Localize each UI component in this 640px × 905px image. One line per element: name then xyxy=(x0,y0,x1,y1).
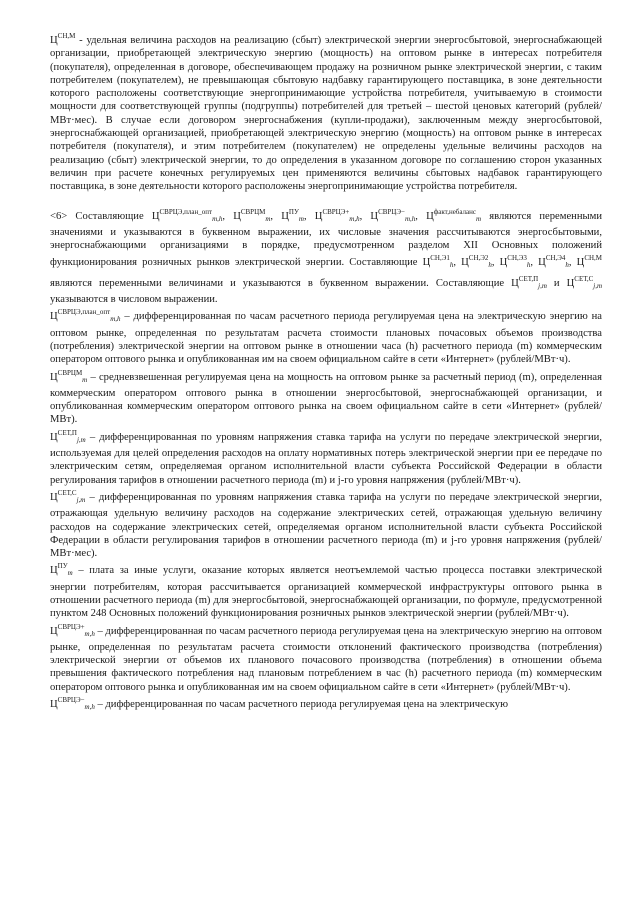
definition-text: – дифференцированная по уровням напряжения ставка тарифа на услуги по передаче электрической энергии, отражающая удельную величину расходов на содержание электрических сетей, отражающая удельную величину расходов на содержание электрических сетей, определяемая органом исполнительной власти субъекта Российской Федерации в области регулирования тарифов в отношении расчетного периода (m) и j-го уровня напряжения (рублей/МВт·мес). xyxy=(50,491,602,560)
formula-symbol: $Ц^{СВРЦЭ-}_{m,h}$ xyxy=(50,696,95,712)
formula-symbol: $Ц^{ПУ}_m$ xyxy=(50,562,73,578)
formula-symbol: $Ц^{СВРЦМ}_m$ xyxy=(233,207,271,223)
footnote-text-2: являются переменными величинами и указываются в буквенном выражении. Составляющие xyxy=(50,277,512,289)
formula-symbol: $Ц^{СН,Э3}_h$ xyxy=(499,254,531,270)
formula-symbol: $Ц^{СЕТ,С}_{j,m}$ xyxy=(566,274,602,290)
document-page xyxy=(50,30,602,714)
footnote-text-1: являются переменными значениями и указываются в буквенном выражении, их числовые значения рассчитываются энергосбытовыми, энергоснабжающими организациями в порядке, предусмотренном разделом XII Основных положений функционирования розничных рынков электрической энергии. Составляющие xyxy=(50,210,602,269)
definition-item xyxy=(50,306,602,366)
footnote-and: и xyxy=(546,277,567,289)
formula-symbol: $Ц^{СВРЦЭ,план\_опт}_{m,h}$ xyxy=(50,308,121,324)
formula-symbol: $Ц^{СВРЦЭ-}_{m,h}$ xyxy=(370,207,416,223)
formula-symbol: $Ц^{СН,М}$ xyxy=(576,254,603,269)
formula-symbol: $Ц^{ПУ}_m$ xyxy=(281,207,304,223)
definition-item xyxy=(50,694,602,714)
formula-symbol: $Ц^{СН,Э4}_h$ xyxy=(538,254,569,270)
formula-symbol: $Ц^{факт,небаланс}_m$ xyxy=(426,207,482,223)
footnote-lead: <6> Составляющие xyxy=(50,210,152,222)
formula-symbol: $Ц^{СВРЦМ}_m$ xyxy=(50,368,88,384)
definitions-list xyxy=(50,306,602,714)
formula-symbol: $Ц^{СЕТ,П}_{j,m}$ xyxy=(511,274,547,290)
formula-symbol: $Ц^{СВРЦЭ,план\_опт}_{m,h}$ xyxy=(151,207,223,223)
definition-item xyxy=(50,427,602,487)
paragraph-sales-expenses-text: - удельная величина расходов на реализацию (сбыт) электрической энергии энергосбытовой, энергоснабжающей организации, приобретающей электрическую энергию (мощность) на оптовом рынке в интересах потребителя (покупателя), определенная в договоре, обеспечивающем продажу на розничном рынке электрической энергии, с таким потребителем (покупателем), не превышающая сбытовую надбавку гарантирующего поставщика, в зоне деятельности которого расположены соответствующие энергопринимающие устройства потребителя, учитываемую в стоимости мощности для соответствующей группы (подгруппы) потребителей для третьей – шестой ценовых категорий (рублей/МВт·мес). В случае если договором энергоснабжения (купли-продажи), заключенным между энергосбытовой, энергоснабжающей организацией, приобретающей электрическую энергию (мощность) на оптовом рынке в интересах потребителя (покупателя), и этим потребителем (покупателем) не определены удельные величины расходов на реализацию (сбыт) электрической энергии, то до определения в указанном договоре по соглашению сторон указанных величин при расчете конечных регулируемых цен применяются величины сбытовых надбавок гарантирующего поставщика, в зоне деятельности которого расположены энергопринимающие устройства потребителя. xyxy=(50,35,602,193)
definition-text: – дифференцированная по часам расчетного периода регулируемая цена на электрическую xyxy=(94,699,509,711)
definition-text: – дифференцированная по часам расчетного периода регулируемая цена на электрическую энергию на оптовом рынке, определенная по результатам расчета стоимости плановых почасовых объемов производства (потребления) электрической энергии на оптовом рынке в отношении часа (h) расчетного периода (m) коммерческим оператором оптового рынка и опубликованная им на своем официальном сайте в сети «Интернет» (рублей/МВт·ч). xyxy=(50,311,602,366)
definition-item xyxy=(50,560,602,620)
footnote-text-3: указываются в числовом выражении. xyxy=(50,294,218,306)
formula-symbol: $Ц^{СН,Э2}_h$ xyxy=(461,254,492,270)
footnote-6: <6> Составляющие $Ц^{СВРЦЭ,план\_опт}_{m,h}$, $Ц^{СВРЦМ}_m$, $Ц^{ПУ}_m$, $Ц^{СВРЦЭ+}_{m,h}$, $Ц^{СВРЦЭ-}_{m,h}$, $Ц^{факт,небаланс}_m$ являются переменными значениями и указываются в буквенном выражении, их числовые значения рассчитываются энергосбытовыми, энергоснабжающими организациями в порядке, предусмотренном разделом XII Основных положений функционирования розничных рынков электрической энергии. Составляющие $Ц^{СН,Э1}_h$, $Ц^{СН,Э2}_h$, $Ц^{СН,Э3}_h$, $Ц^{СН,Э4}_h$, $Ц^{СН,М}$ являются переменными величинами и указываются в буквенном выражении. Составляющие $Ц^{СЕТ,П}_{j,m}$ и $Ц^{СЕТ,С}_{j,m}$ указываются в числовом выражении. xyxy=(50,207,603,306)
definition-item xyxy=(50,621,602,694)
definition-text: – плата за иные услуги, оказание которых является неотъемлемой частью процесса поставки электрической энергии потребителям, которая рассчитывается организацией коммерческой инфраструктуры оптового рынка в отношении расчетного периода (m) для энергосбытовой, энергоснабжающей организации, по формуле, предусмотренной пунктом 248 Основных положений функционирования розничных рынков электрической энергии (рублей/МВт·ч). xyxy=(50,565,602,620)
formula-symbol: $Ц^{СВРЦЭ+}_{m,h}$ xyxy=(50,622,95,638)
definition-text: – дифференцированная по уровням напряжения ставка тарифа на услуги по передаче электрической энергии, используемая для целей определения расходов на оплату нормативных потерь электрической энергии при ее передаче по электрическим сетям, определяемая органом исполнительной власти субъекта Российской Федерации в области регулирования тарифов в отношении расчетного периода (m) и j-го уровня напряжения (рублей/МВт·ч). xyxy=(50,431,602,486)
definition-item xyxy=(50,367,602,427)
formula-symbol: $Ц^{СН,М}$ xyxy=(50,32,76,46)
formula-symbol: $Ц^{СЕТ,П}_{j,m}$ xyxy=(50,428,86,444)
paragraph-sales-expenses xyxy=(50,30,602,194)
definition-text: – средневзвешенная регулируемая цена на мощность на оптовом рынке за расчетный период (m), определенная коммерческим оператором оптового рынка в отношении энергосбытовой, энергоснабжающей организации, и опубликованная коммерческим оператором оптового рынка на своем официальном сайте в сети «Интернет» (рублей/МВт). xyxy=(50,371,602,426)
definition-text: – дифференцированная по часам расчетного периода регулируемая цена на электрическую энергию на оптовом рынке, определенная по результатам расчета стоимости отклонений фактического производства (потребления) электрической энергии от объемов их планового почасового производства (потребления) в отношении объема превышения фактического потребления над плановым потреблением в час (h) расчетного периода (m) коммерческим оператором оптового рынка и опубликованная им на своем официальном сайте в сети «Интернет» (рублей/МВт·ч). xyxy=(50,625,602,693)
formula-symbol: $Ц^{СЕТ,С}_{j,m}$ xyxy=(50,488,86,504)
definition-item xyxy=(50,487,602,560)
formula-symbol: $Ц^{СВРЦЭ+}_{m,h}$ xyxy=(314,207,360,223)
formula-symbol: $Ц^{СН,Э1}_h$ xyxy=(422,254,454,270)
